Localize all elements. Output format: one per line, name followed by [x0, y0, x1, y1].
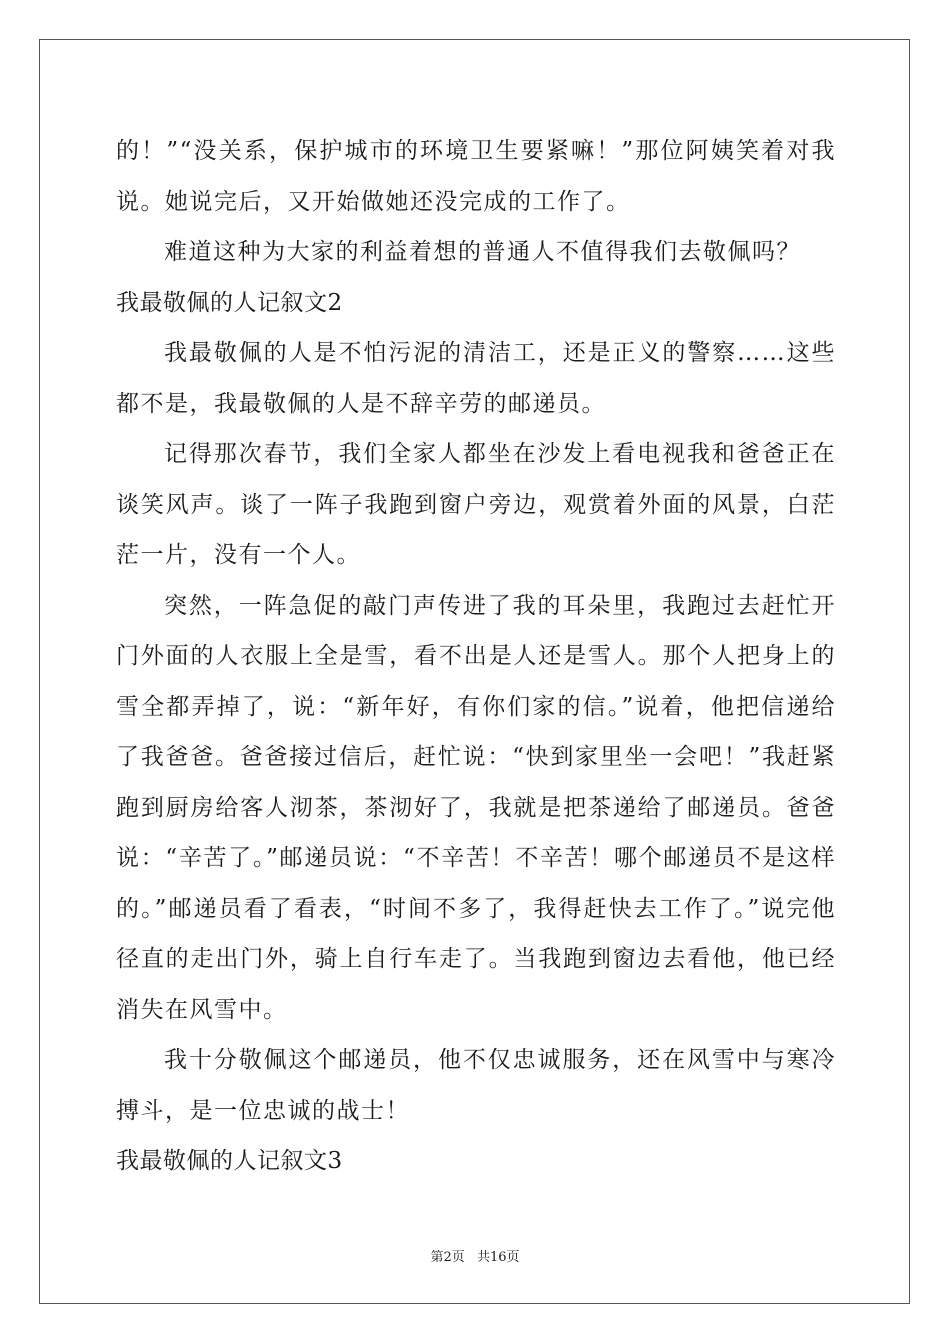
paragraph-4: 记得那次春节，我们全家人都坐在沙发上看电视我和爸爸正在谈笑风声。谈了一阵子我跑到窗户旁边，观赏着外面的风景，白茫茫一片，没有一个人。 — [116, 441, 836, 568]
page-number: 第2页 — [430, 1250, 465, 1265]
document-body — [116, 126, 836, 1187]
page-total: 共16页 — [476, 1250, 520, 1265]
paragraph-6: 我十分敬佩这个邮递员，他不仅忠诚服务，还在风雪中与寒冷搏斗，是一位忠诚的战士！ — [116, 1047, 836, 1124]
paragraph-3: 我最敬佩的人是不怕污泥的清洁工，还是正义的警察……这些都不是，我最敬佩的人是不辞辛劳的邮递员。 — [116, 340, 836, 417]
paragraph-1: 的！”“没关系，保护城市的环境卫生要紧嘛！”那位阿姨笑着对我说。她说完后，又开始做她还没完成的工作了。 — [116, 138, 836, 215]
page-footer — [0, 1246, 950, 1265]
paragraph-5: 突然，一阵急促的敲门声传进了我的耳朵里，我跑过去赶忙开门外面的人衣服上全是雪，看不出是人还是雪人。那个人把身上的雪全都弄掉了，说：“新年好，有你们家的信。”说着，他把信递给了我爸爸。爸爸接过信后，赶忙说：“快到家里坐一会吧！”我赶紧跑到厨房给客人沏茶，茶沏好了，我就是把茶递给了邮递员。爸爸说：“辛苦了。”邮递员说：“不辛苦！不辛苦！哪个邮递员不是这样的。”邮递员看了看表，“时间不多了，我得赶快去工作了。”说完他径直的走出门外，骑上自行车走了。当我跑到窗边去看他，他已经消失在风雪中。 — [116, 592, 836, 1023]
section-heading-3: 我最敬佩的人记叙文3 — [116, 1148, 343, 1174]
section-heading-2: 我最敬佩的人记叙文2 — [116, 289, 343, 316]
paragraph-2: 难道这种为大家的利益着想的普通人不值得我们去敬佩吗？ — [164, 239, 801, 265]
